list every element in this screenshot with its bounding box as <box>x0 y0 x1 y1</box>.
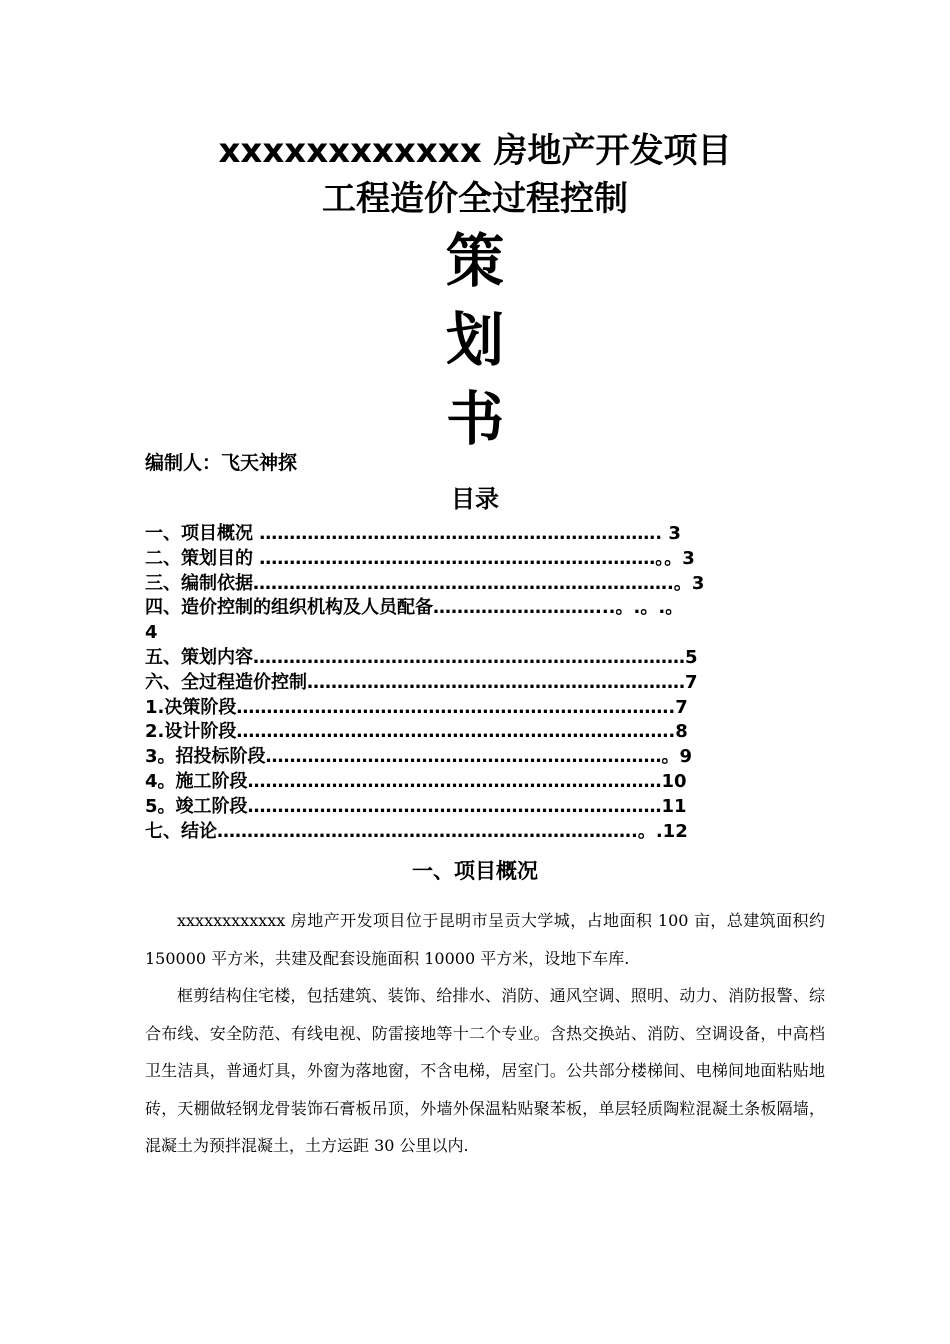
toc-entry-page: 8 <box>675 721 688 743</box>
toc-entry-page: 10 <box>661 770 687 792</box>
toc-entry-leader: ……………………………………………………………… <box>236 696 669 718</box>
toc-entry-leader: ……………………… <box>433 597 595 619</box>
toc-entry <box>145 572 845 597</box>
big-title-char-3: 书 <box>445 385 504 453</box>
toc-entry-leader: ………………………………………………………… <box>259 547 656 569</box>
toc-entry-label: 四、造价控制的组织机构及人员配备 <box>145 597 433 619</box>
toc-entry-leader: …………………………………………………………… <box>217 820 631 842</box>
toc-entry <box>145 795 845 820</box>
toc-entry-label: 4。施工阶段 <box>145 770 248 792</box>
toc-entry-page: .。.12 <box>631 820 688 842</box>
toc-entry-page: . 3 <box>655 523 681 544</box>
toc-entry-leader: ………………………………………………………… <box>259 523 656 544</box>
table-of-contents <box>145 522 845 844</box>
toc-entry-page: .7 <box>668 696 688 718</box>
toc-entry <box>145 745 845 770</box>
toc-entry-label: 1.决策阶段 <box>145 696 237 718</box>
toc-entry <box>145 770 845 795</box>
toc-entry-page: 。9 <box>661 746 693 768</box>
toc-entry-label: 5。竣工阶段 <box>145 795 248 817</box>
toc-entry-leader: …………………………………………………………… <box>253 572 667 594</box>
document-title-line1: xxxxxxxxxxxx 房地产开发项目 <box>218 131 732 171</box>
toc-entry-label: 4 <box>145 622 158 644</box>
toc-entry-leader: …………………………………………………………… <box>247 770 662 792</box>
toc-entry <box>145 621 845 646</box>
toc-entry-leader: ………………………………………………………………. <box>236 721 676 743</box>
toc-entry-leader: ……………………………………………………… <box>307 671 685 693</box>
toc-entry-label: 2.设计阶段 <box>145 721 237 743</box>
paragraph: xxxxxxxxxxxx 房地产开发项目位于昆明市呈贡大学城，占地面积 100 亩，总建筑面积约 150000 平方米，共建及配套设施面积 10000 平方米，设地下车库. <box>145 911 825 968</box>
toc-entry-leader: ……………………………………………………………… <box>253 646 685 668</box>
toc-entry-label: 七、结论 <box>145 820 217 842</box>
toc-entry-page: 。。3 <box>655 547 695 569</box>
toc-entry-page: .。3 <box>667 572 705 594</box>
toc-entry <box>145 522 845 547</box>
big-title-char-1: 策 <box>445 227 504 295</box>
paragraph: 框剪结构住宅楼，包括建筑、装饰、给排水、消防、通风空调、照明、动力、消防报警、综合布线、安全防范、有线电视、防雷接地等十二个专业。含热交换站、消防、空调设备，中高档卫生洁具，普通灯具，外窗为落地窗，不含电梯，居室门。公共部分楼梯间、电梯间地面粘贴地砖，天棚做轻钢龙骨装饰石膏板吊顶，外墙外保温粘贴聚苯板，单层轻质陶粒混凝土条板隔墙，混凝土为预拌混凝土，土方运距 30 公里以内. <box>145 986 825 1155</box>
toc-entry-label: 六、全过程造价控制 <box>145 671 307 693</box>
section-heading: 一、项目概况 <box>412 859 538 883</box>
toc-entry <box>145 547 845 572</box>
big-title-char-2: 划 <box>445 306 504 374</box>
toc-entry-label: 五、策划内容 <box>145 646 253 668</box>
toc-entry-page: 5 <box>685 646 698 668</box>
toc-entry <box>145 820 845 845</box>
toc-entry-page: ...。.。.。 <box>595 597 684 619</box>
toc-entry-leader: ………………………………………………………… <box>265 746 662 768</box>
toc-entry-label: 一、项目概况 <box>145 523 260 544</box>
toc-entry <box>145 671 845 696</box>
toc-entry <box>145 696 845 721</box>
toc-entry <box>145 720 845 745</box>
toc-entry-page: 7 <box>685 671 698 693</box>
compiler-line: 编制人：飞天神探 <box>145 452 298 474</box>
toc-entry-page: 11 <box>661 795 687 817</box>
toc-entry-label: 3。招投标阶段 <box>145 746 266 768</box>
toc-entry-label: 三、编制依据 <box>145 572 253 594</box>
toc-entry-leader: …………………………………………………………… <box>247 795 662 817</box>
toc-heading: 目录 <box>451 485 499 513</box>
toc-entry <box>145 646 845 671</box>
toc-entry <box>145 596 845 621</box>
document-title-line2: 工程造价全过程控制 <box>322 179 628 219</box>
body-text <box>145 902 825 1165</box>
toc-entry-label: 二、策划目的 <box>145 547 260 569</box>
